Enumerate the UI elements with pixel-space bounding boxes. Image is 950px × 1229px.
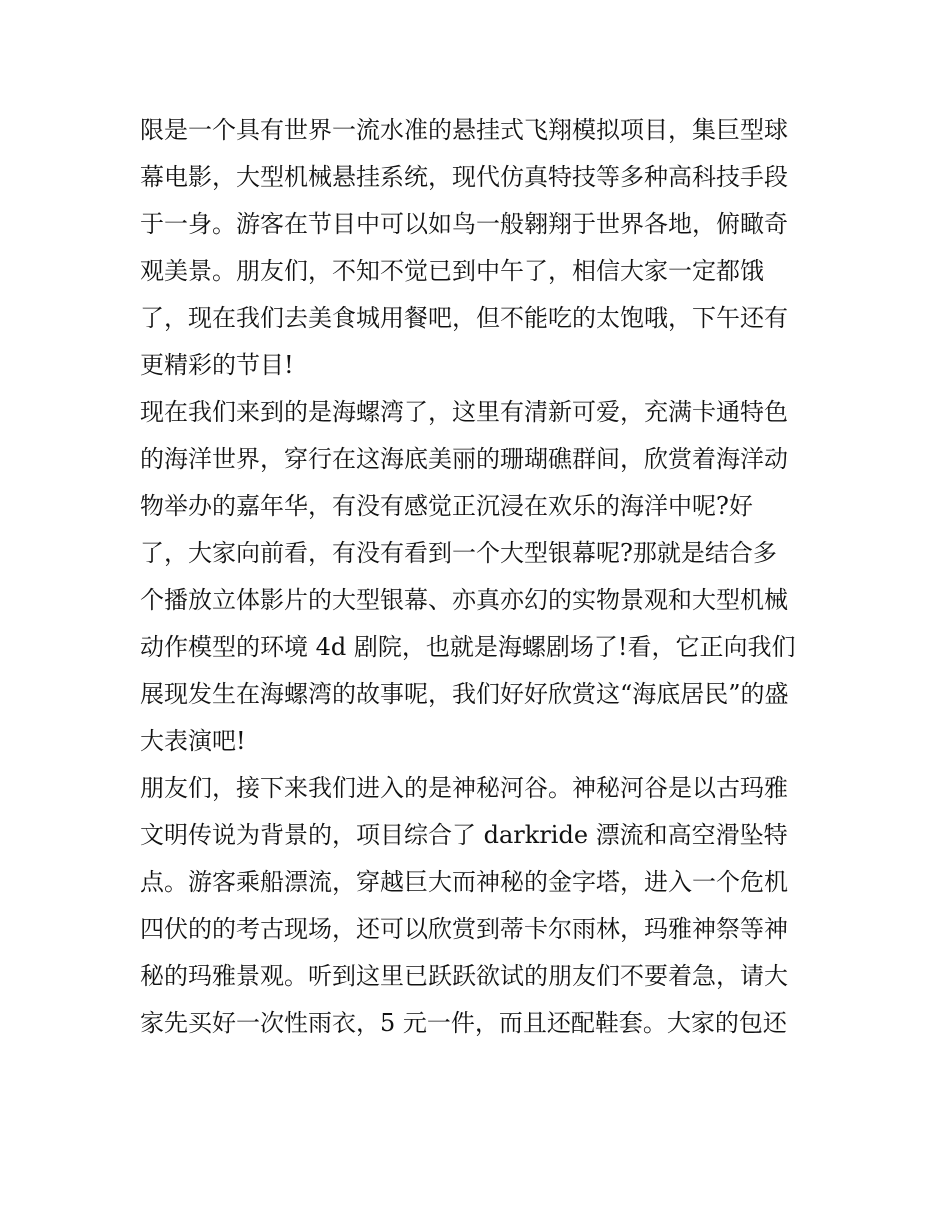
text-line: 点。游客乘船漂流，穿越巨大而神秘的金字塔，进入一个危机 [140, 868, 788, 896]
text-line: 展现发生在海螺湾的故事呢，我们好好欣赏这“海底居民”的盛 [140, 680, 789, 708]
text-line: 观美景。朋友们，不知不觉已到中午了，相信大家一定都饿 [140, 257, 764, 285]
text-line: 幕电影，大型机械悬挂系统，现代仿真特技等多种高科技手段 [140, 163, 788, 191]
text-line: 于一身。游客在节目中可以如鸟一般翱翔于世界各地，俯瞰奇 [140, 210, 788, 238]
text-line: 了，现在我们去美食城用餐吧，但不能吃的太饱哦，下午还有 [140, 304, 788, 332]
paragraph-2 [140, 389, 812, 765]
text-line: 更精彩的节目! [140, 351, 294, 379]
text-line: 朋友们，接下来我们进入的是神秘河谷。神秘河谷是以古玛雅 [140, 774, 788, 802]
paragraph-3 [140, 765, 812, 1047]
text-line: 限是一个具有世界一流水准的悬挂式飞翔模拟项目，集巨型球 [140, 116, 788, 144]
text-line: 大表演吧! [140, 727, 246, 755]
text-line: 物举办的嘉年华，有没有感觉正沉浸在欢乐的海洋中呢?好 [140, 492, 753, 520]
text-line: 秘的玛雅景观。听到这里已跃跃欲试的朋友们不要着急，请大 [140, 962, 788, 990]
text-line: 个播放立体影片的大型银幕、亦真亦幻的实物景观和大型机械 [140, 586, 788, 614]
text-line: 的海洋世界，穿行在这海底美丽的珊瑚礁群间，欣赏着海洋动 [140, 445, 788, 473]
text-line: 家先买好一次性雨衣，5 元一件，而且还配鞋套。大家的包还 [140, 1009, 787, 1037]
text-line: 了，大家向前看，有没有看到一个大型银幕呢?那就是结合多 [140, 539, 777, 567]
text-line: 现在我们来到的是海螺湾了，这里有清新可爱，充满卡通特色 [140, 398, 788, 426]
text-line: 文明传说为背景的，项目综合了 darkride 漂流和高空滑坠特 [140, 821, 788, 849]
text-line: 动作模型的环境 4d 剧院，也就是海螺剧场了!看，它正向我们 [140, 633, 796, 661]
paragraph-1 [140, 107, 812, 389]
text-line: 四伏的的考古现场，还可以欣赏到蒂卡尔雨林，玛雅神祭等神 [140, 915, 788, 943]
document-body [140, 107, 812, 1047]
